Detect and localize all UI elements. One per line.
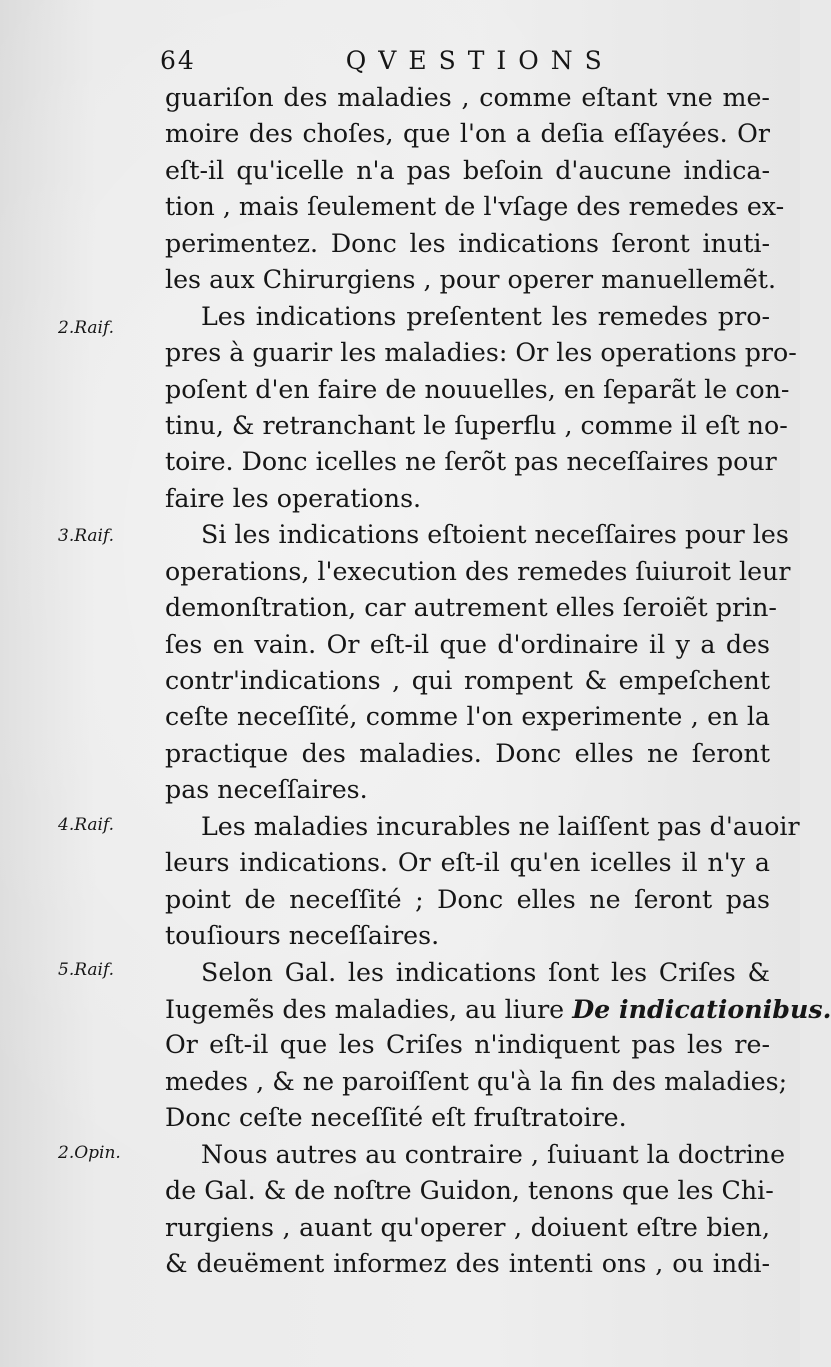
body-text: [165, 80, 831, 1282]
text-line: & deuëment informez des intenti ons , ou indi-: [165, 1249, 770, 1278]
text-line: operations, l'execution des remedes ſuiuroit leur: [165, 556, 791, 586]
text-line: Les indications preſentent les remedes pro-: [201, 301, 770, 331]
page-number: 64: [160, 46, 196, 75]
text-line: pres à guarir les maladies: Or les operations pro-: [165, 338, 797, 368]
text-line: tion , mais ſeulement de l'vſage des remedes ex-: [165, 192, 785, 222]
text-line: Les maladies incurables ne laiſſent pas d'auoir: [201, 811, 800, 841]
margin-note: 3.Raif.: [58, 526, 115, 546]
text-line: toire. Donc icelles ne ſerõt pas neceſſaires pour: [165, 447, 777, 477]
text-line: contr'indications , qui rompent & empeſchent: [165, 666, 770, 695]
text-line: guariſon des maladies , comme eſtant vne me-: [165, 83, 770, 112]
running-header: [160, 46, 614, 75]
text-line: medes , & ne paroiſſent qu'à la fin des maladies;: [165, 1066, 788, 1096]
text-line: poſent d'en faire de nouuelles, en ſeparãt le con-: [165, 374, 790, 404]
margin-note: 5.Raif.: [58, 960, 115, 980]
text-line: practique des maladies. Donc elles ne ſeront: [165, 738, 770, 768]
text-line: Nous autres au contraire , ſuiuant la doctrine: [201, 1139, 786, 1169]
text-line: rurgiens , auant qu'operer , doiuent eſtre bien,: [165, 1212, 770, 1242]
book-title: De indicationibus.: [572, 993, 831, 1024]
text-line: pas neceſſaires.: [165, 775, 368, 805]
running-title: QVESTIONS: [345, 46, 614, 75]
text-line: de Gal. & de noſtre Guidon, tenons que les Chi-: [165, 1176, 774, 1206]
text-line: ſes en vain. Or eſt-il que d'ordinaire il y a des: [165, 629, 770, 659]
text-line: tinu, & retranchant le ſuperflu , comme il eſt no-: [165, 410, 788, 440]
text-line: faire les operations.: [165, 483, 422, 513]
text-line: les aux Chirurgiens , pour operer manuellemẽt.: [165, 265, 777, 295]
text-line: eſt-il qu'icelle n'a pas beſoin d'aucune indica-: [165, 155, 770, 185]
text-line: ceſte neceſſité, comme l'on experimente , en la: [165, 702, 770, 732]
text-line: perimentez. Donc les indications ſeront inuti-: [165, 228, 770, 258]
margin-note: 2.Opin.: [58, 1143, 121, 1163]
margin-note: 2.Raif.: [58, 318, 115, 338]
text-line: Si les indications eſtoient neceſſaires pour les: [201, 520, 789, 550]
text-line: Selon Gal. les indications ſont les Criſes &: [201, 957, 770, 987]
text-line: moire des choſes, que l'on a deſia eſſayées. Or: [165, 119, 770, 149]
text-fragment: Iugemẽs des maladies, au liure: [165, 994, 565, 1024]
text-line: leurs indications. Or eſt-il qu'en icelles il n'y a: [165, 848, 770, 878]
text-line: point de neceſſité ; Donc elles ne ſeront pas: [165, 884, 770, 914]
text-line: Or eſt-il que les Criſes n'indiquent pas les re-: [165, 1030, 770, 1060]
text-line: touſiours neceſſaires.: [165, 921, 440, 951]
text-line-with-title: [165, 991, 831, 1027]
text-line: demonſtration, car autrement elles ſeroiẽt prin-: [165, 593, 777, 623]
text-line: Donc ceſte neceſſité eſt fruſtratoire.: [165, 1103, 627, 1133]
margin-note: 4.Raif.: [58, 815, 115, 835]
